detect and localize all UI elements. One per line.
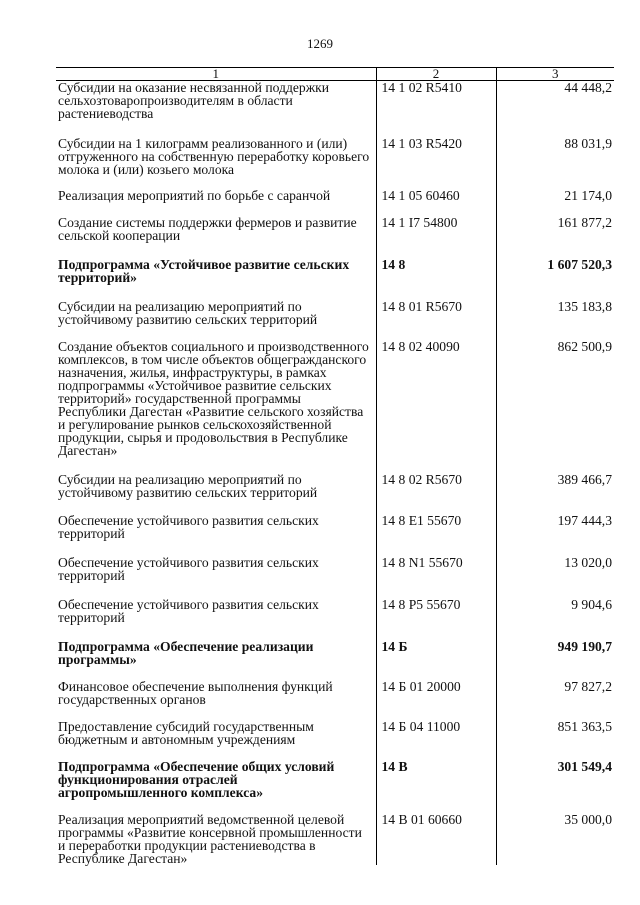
spacer-cell (56, 284, 376, 300)
spacer-cell (376, 799, 496, 813)
row-spacer (56, 624, 614, 640)
spacer-cell (496, 120, 614, 137)
spacer-cell (56, 326, 376, 340)
row-amount: 301 549,4 (557, 759, 612, 774)
spacer-cell (56, 582, 376, 598)
row-code: 14 8 02 R5670 (376, 473, 496, 499)
row-name: Создание системы поддержки фермеров и развитие сельской кооперации (58, 215, 357, 243)
table-row (56, 813, 614, 865)
row-name: Субсидии на реализацию мероприятий по устойчивому развитию сельских территорий (58, 472, 318, 500)
spacer-cell (376, 202, 496, 216)
spacer-cell (376, 624, 496, 640)
spacer-cell (376, 284, 496, 300)
row-code: 14 Б 01 20000 (376, 680, 496, 706)
table-row (56, 720, 614, 746)
spacer-cell (496, 746, 614, 760)
row-code: 14 1 02 R5410 (376, 81, 496, 121)
row-spacer (56, 242, 614, 258)
spacer-cell (56, 457, 376, 473)
row-code: 14 8 N1 55670 (376, 556, 496, 582)
row-name: Предоставление субсидий государственным бюджетным и автономным учреждениям (58, 719, 314, 747)
table-row (56, 556, 614, 582)
row-name: Подпрограмма «Устойчивое развитие сельских территорий» (58, 257, 350, 285)
row-spacer (56, 202, 614, 216)
row-name: Реализация мероприятий ведомственной целевой программы «Развитие консервной промышленности и переработки продукции растениеводства в Республике Дагестан» (58, 812, 362, 866)
spacer-cell (376, 457, 496, 473)
row-spacer (56, 326, 614, 340)
row-spacer (56, 284, 614, 300)
row-code: 14 8 02 40090 (376, 340, 496, 457)
spacer-cell (376, 499, 496, 514)
spacer-cell (56, 120, 376, 137)
row-amount: 862 500,9 (557, 339, 612, 354)
row-code: 14 1 03 R5420 (376, 137, 496, 176)
spacer-cell (496, 284, 614, 300)
row-code: 14 Б 04 11000 (376, 720, 496, 746)
spacer-cell (56, 666, 376, 680)
row-amount: 44 448,2 (564, 80, 612, 95)
row-amount: 949 190,7 (557, 639, 612, 654)
table-row (56, 189, 614, 202)
row-code: 14 8 E1 55670 (376, 514, 496, 540)
spacer-cell (376, 706, 496, 720)
row-spacer (56, 746, 614, 760)
spacer-cell (56, 540, 376, 556)
row-amount: 135 183,8 (557, 299, 612, 314)
row-name: Обеспечение устойчивого развития сельских территорий (58, 555, 319, 583)
spacer-cell (56, 499, 376, 514)
row-spacer (56, 540, 614, 556)
row-amount: 9 904,6 (571, 597, 612, 612)
row-name: Реализация мероприятий по борьбе с саранчой (58, 188, 331, 203)
row-name: Создание объектов социального и производственного комплексов, в том числе объектов общегражданского назначения, жилья, инфраструктуры, в рамках подпрограммы «Устойчивое развитие сельских территорий» государственной программы Республики Дагестан «Развитие сельского хозяйства и регулирование рынков сельскохозяйственной продукции, сырья и продовольствия в Республике Дагестан» (58, 339, 369, 458)
spacer-cell (496, 499, 614, 514)
spacer-cell (56, 746, 376, 760)
row-amount: 35 000,0 (564, 812, 612, 827)
table-row (56, 473, 614, 499)
table-row (56, 680, 614, 706)
spacer-cell (56, 799, 376, 813)
table-row (56, 598, 614, 624)
row-code: 14 8 01 R5670 (376, 300, 496, 326)
row-name: Субсидии на реализацию мероприятий по устойчивому развитию сельских территорий (58, 299, 318, 327)
spacer-cell (496, 242, 614, 258)
spacer-cell (376, 242, 496, 258)
spacer-cell (56, 706, 376, 720)
spacer-cell (376, 746, 496, 760)
row-amount: 851 363,5 (557, 719, 612, 734)
spacer-cell (376, 326, 496, 340)
spacer-cell (496, 326, 614, 340)
table-row (56, 300, 614, 326)
table-row (56, 216, 614, 242)
row-code: 14 1 I7 54800 (376, 216, 496, 242)
budget-table (56, 67, 614, 865)
page-number: 1269 (307, 36, 333, 51)
row-amount: 21 174,0 (564, 188, 612, 203)
column-header-name: 1 (56, 68, 376, 81)
row-amount: 13 020,0 (564, 555, 612, 570)
row-spacer (56, 499, 614, 514)
row-code: 14 1 05 60460 (376, 189, 496, 202)
row-amount: 88 031,9 (564, 136, 612, 151)
row-code: 14 8 P5 55670 (376, 598, 496, 624)
column-header-amount: 3 (496, 68, 614, 81)
spacer-cell (496, 202, 614, 216)
spacer-cell (496, 540, 614, 556)
table-row (56, 514, 614, 540)
spacer-cell (496, 666, 614, 680)
spacer-cell (496, 582, 614, 598)
spacer-cell (56, 242, 376, 258)
row-spacer (56, 457, 614, 473)
row-code: 14 Б (376, 640, 496, 666)
spacer-cell (376, 582, 496, 598)
spacer-cell (496, 457, 614, 473)
spacer-cell (496, 799, 614, 813)
row-amount: 389 466,7 (557, 472, 612, 487)
row-name: Обеспечение устойчивого развития сельских территорий (58, 597, 319, 625)
table-row (56, 340, 614, 457)
table-row (56, 258, 614, 284)
row-name: Финансовое обеспечение выполнения функций государственных органов (58, 679, 333, 707)
row-name: Подпрограмма «Обеспечение общих условий функционирования отраслей агропромышленного комплекса» (58, 759, 335, 800)
table-row (56, 760, 614, 799)
spacer-cell (56, 202, 376, 216)
row-amount: 197 444,3 (557, 513, 612, 528)
spacer-cell (376, 540, 496, 556)
spacer-cell (496, 624, 614, 640)
row-name: Обеспечение устойчивого развития сельских территорий (58, 513, 319, 541)
row-amount: 1 607 520,3 (547, 257, 612, 272)
table-row (56, 137, 614, 176)
table-row (56, 81, 614, 121)
column-header-code: 2 (376, 68, 496, 81)
row-spacer (56, 582, 614, 598)
spacer-cell (376, 120, 496, 137)
row-code: 14 8 (376, 258, 496, 284)
row-amount: 161 877,2 (557, 215, 612, 230)
row-code: 14 В (376, 760, 496, 799)
row-code: 14 В 01 60660 (376, 813, 496, 865)
spacer-cell (56, 624, 376, 640)
row-name: Субсидии на 1 килограмм реализованного и (или) отгруженного на собственную переработку коровьего молока и (или) козьего молока (58, 136, 370, 177)
row-name: Подпрограмма «Обеспечение реализации программы» (58, 639, 314, 667)
row-spacer (56, 120, 614, 137)
header-row (56, 68, 614, 81)
row-name: Субсидии на оказание несвязанной поддержки сельхозтоваропроизводителям в области растениеводства (58, 80, 329, 121)
spacer-cell (376, 666, 496, 680)
spacer-cell (496, 706, 614, 720)
table-row (56, 640, 614, 666)
row-amount: 97 827,2 (564, 679, 612, 694)
row-spacer (56, 666, 614, 680)
row-spacer (56, 706, 614, 720)
row-spacer (56, 799, 614, 813)
